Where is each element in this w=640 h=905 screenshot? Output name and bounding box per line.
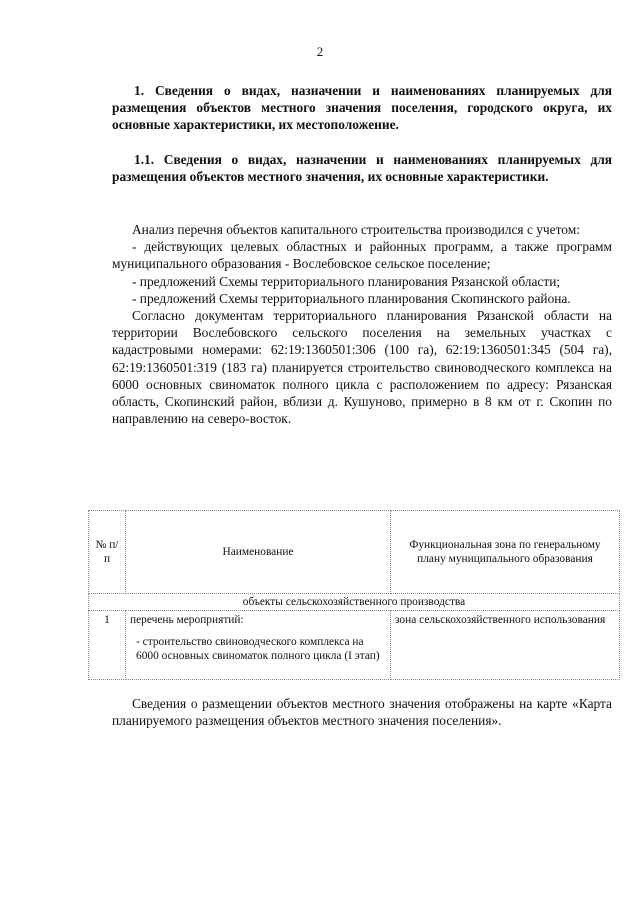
paragraph-programs: - действующих целевых областных и районных программ, а также программ муниципального образования - Вослебовское сельское поселение; [112, 239, 612, 272]
row-name [126, 611, 391, 680]
row-name-title: перечень мероприятий: [130, 614, 244, 626]
page-number: 2 [316, 44, 324, 59]
paragraph-planned-construction: Согласно документам территориального планирования Рязанской области на территории Вослебовского сельского поселения на земельных участках с кадастровыми номерами: 62:19:1360501:306 (100 га), 62:19:1360501:345 (504 га), 62:19:1360501:319 (183 га) планируется строительство свиноводческого комплекса на 6000 основных свиноматок полного цикла с расположением по адресу: Рязанская область, Скопинский район, вблизи д. Кушуново, примерно в 8 км от г. Скопин по направлению на северо-восток. [112, 308, 612, 427]
paragraph-intro: Анализ перечня объектов капитального строительства производился с учетом: [132, 222, 580, 237]
row-num: 1 [89, 611, 126, 680]
section-heading-1: 1. Сведения о видах, назначении и наименованиях планируемых для размещения объектов местного значения поселения, городского округа, их основные характеристики, их местоположение. [112, 83, 612, 132]
section-heading-1-1: 1.1. Сведения о видах, назначении и наименованиях планируемых для размещения объектов местного значения, их основные характеристики. [112, 152, 612, 184]
table-group-row [89, 594, 620, 611]
header-num: № п/п [89, 511, 126, 594]
table-row [89, 611, 620, 680]
row-zone: зона сельскохозяйственного использования [391, 611, 620, 680]
header-zone: Функциональная зона по генеральному плану муниципального образования [391, 511, 620, 594]
objects-table [88, 510, 620, 680]
table-header-row [89, 511, 620, 594]
footer-text [112, 695, 612, 729]
group-title: объекты сельскохозяйственного производства [89, 594, 620, 611]
body-text [112, 221, 612, 427]
paragraph-skopin-scheme: - предложений Схемы территориального планирования Скопинского района. [132, 290, 571, 306]
paragraph-ryazan-scheme: - предложений Схемы территориального планирования Рязанской области; [132, 273, 561, 289]
header-name: Наименование [126, 511, 391, 594]
footer-paragraph: Сведения о размещении объектов местного значения отображены на карте «Карта планируемого размещения объектов местного значения поселения». [112, 696, 612, 729]
row-name-item: - строительство свиноводческого комплекса на 6000 основных свиноматок полного цикла (I этап) [136, 636, 380, 662]
